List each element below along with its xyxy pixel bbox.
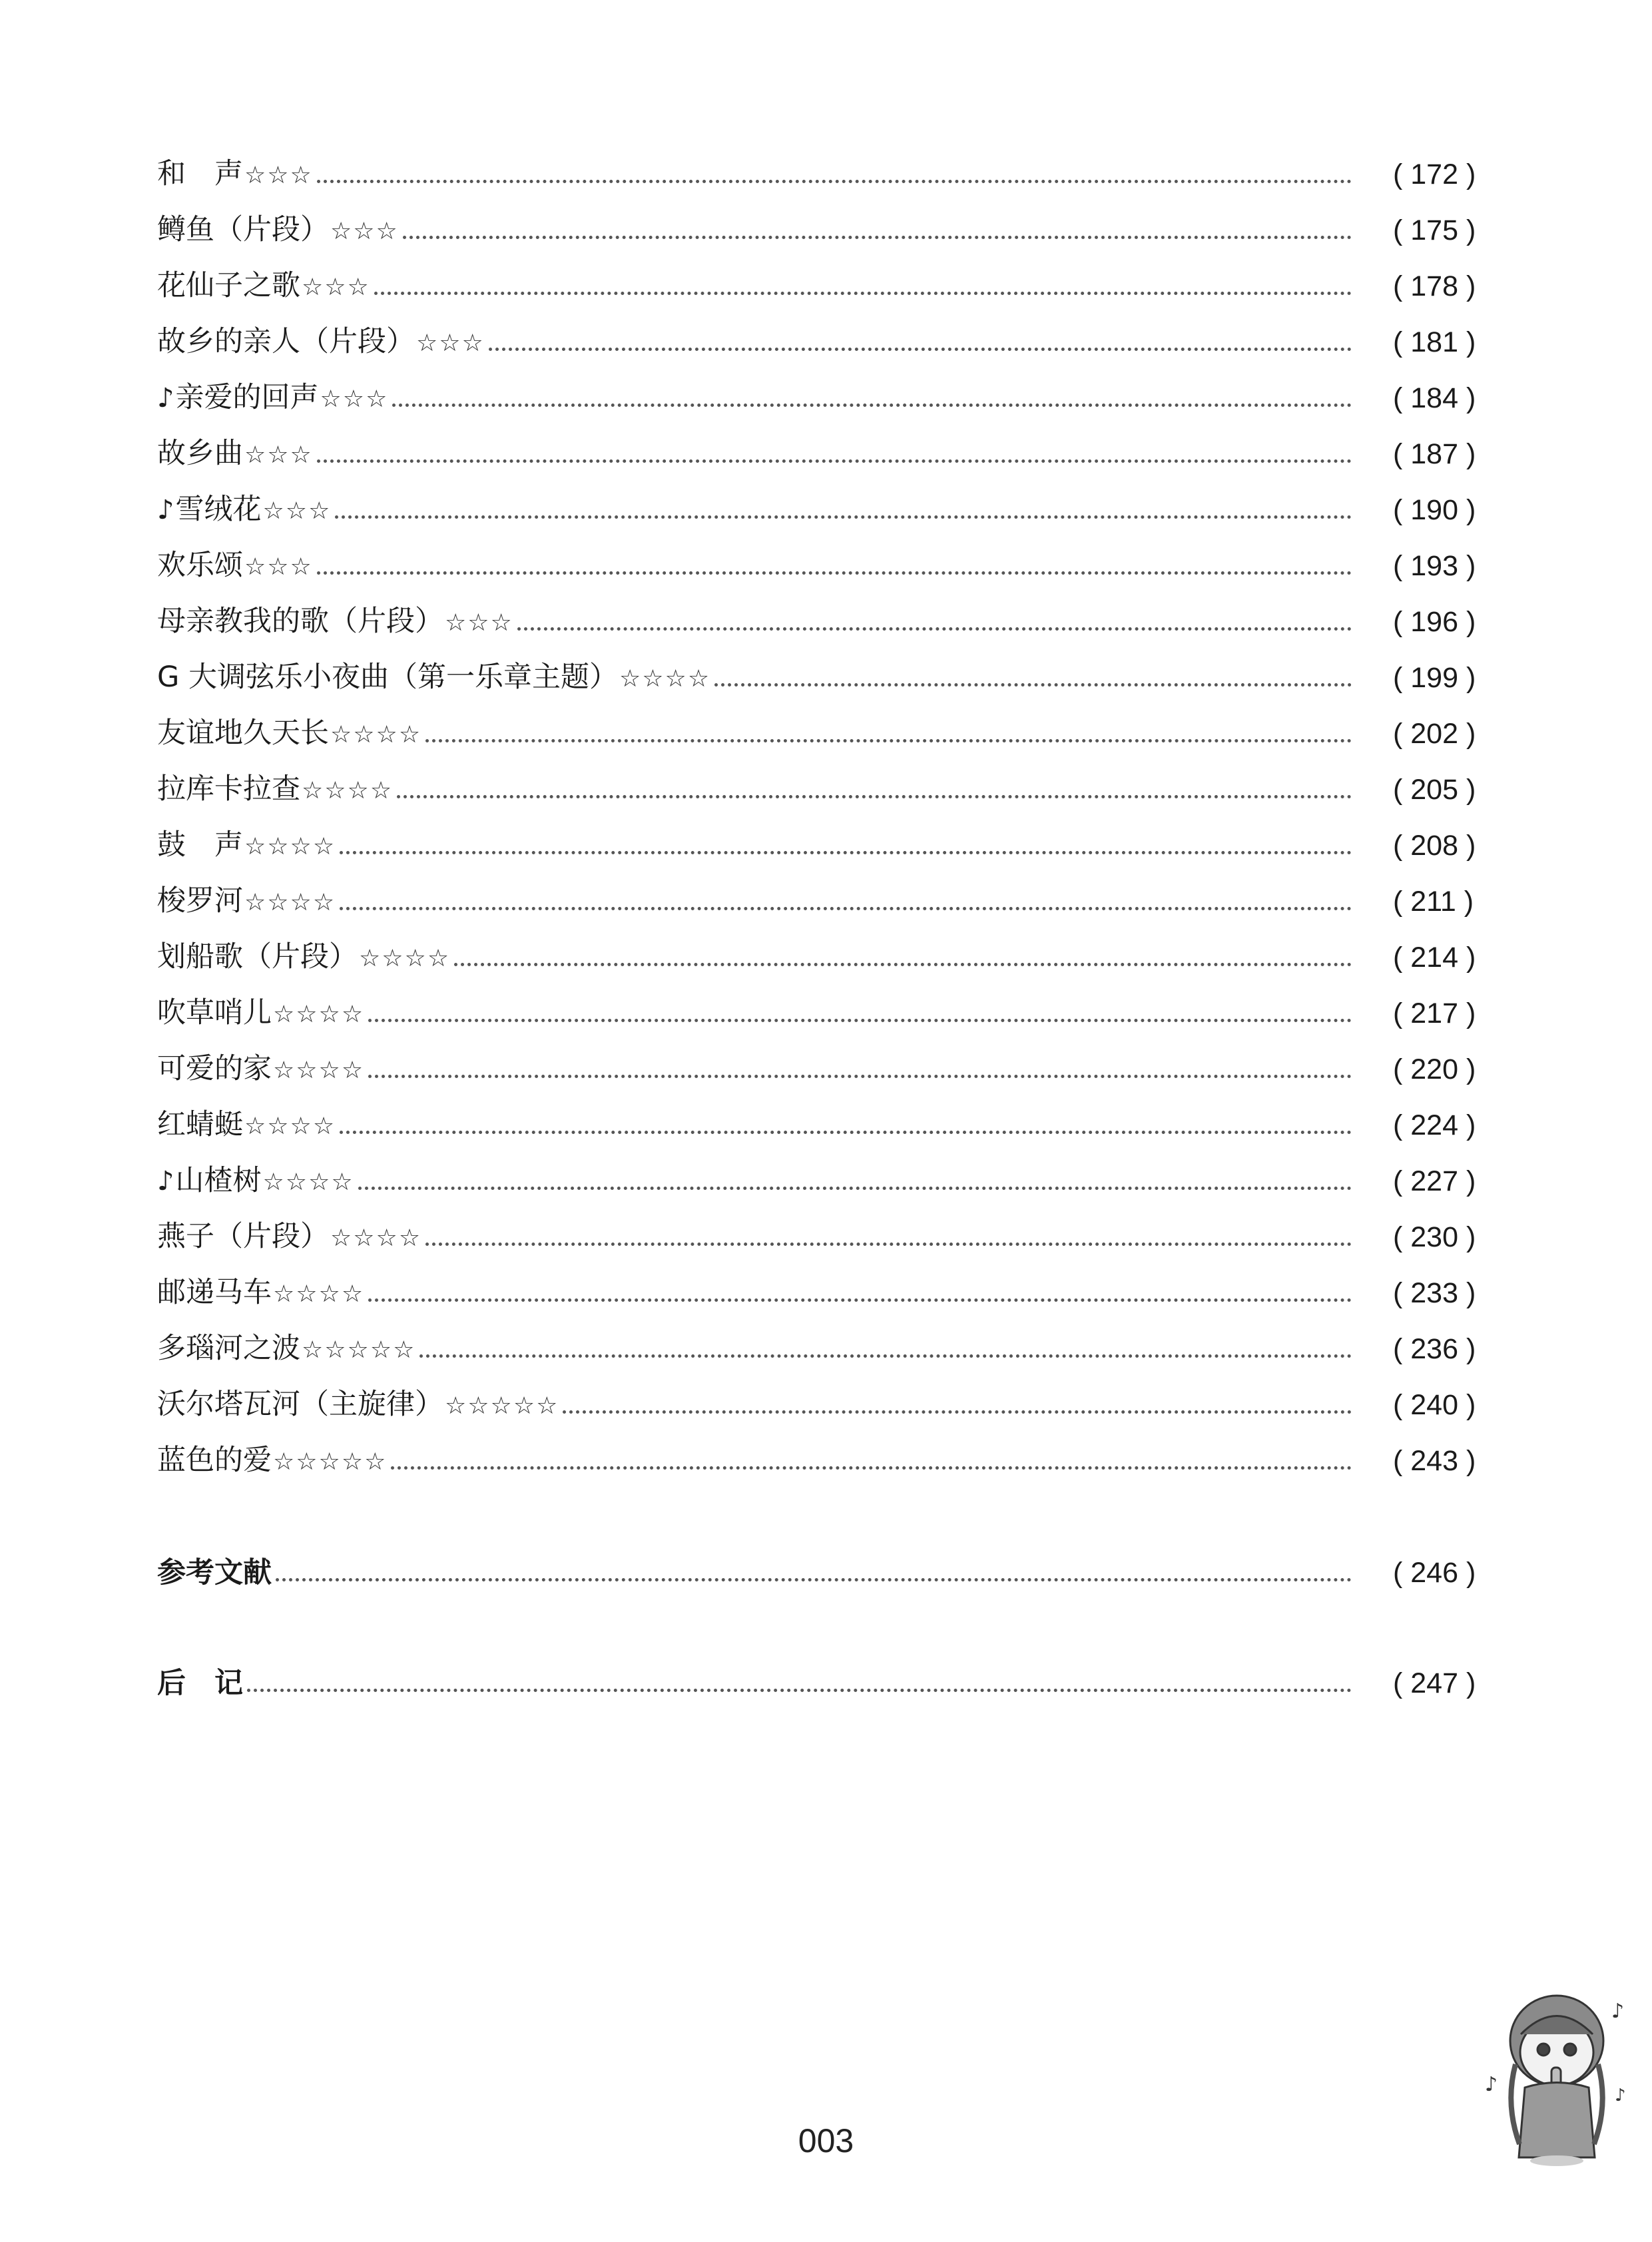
dot-leader [317,459,1352,463]
difficulty-stars: ☆☆☆ [330,217,399,245]
dot-leader [391,1466,1352,1470]
toc-entry-title [157,1209,421,1266]
table-of-contents [157,146,1489,1711]
toc-entry-page: ( 230 ) [1393,1221,1476,1253]
toc-entry-page: ( 233 ) [1393,1277,1476,1309]
toc-entries [157,146,1489,1489]
toc-entry-title [157,593,513,651]
dot-leader [714,683,1352,687]
toc-entry-label: 友谊地久天长 [157,716,329,750]
toc-entry-title [157,314,485,372]
dot-leader [397,795,1352,798]
toc-entry-label: 故乡曲 [157,436,243,470]
toc-entry-label: 红蜻蜓 [157,1107,243,1141]
dot-leader [247,1689,1352,1692]
toc-entry[interactable] [157,1377,1489,1433]
toc-entry-label: 燕子（片段） [157,1219,329,1253]
dot-leader [454,963,1352,966]
toc-entry-label: 山楂树 [175,1163,262,1197]
dot-leader [317,571,1352,575]
toc-entry-page: ( 184 ) [1393,382,1476,414]
toc-entry-label: 故乡的亲人（片段） [157,324,415,358]
difficulty-stars: ☆☆☆☆ [619,665,711,693]
toc-entry-label: 沃尔塔瓦河（主旋律） [157,1387,443,1421]
difficulty-stars: ☆☆☆☆ [302,776,394,804]
toc-entry-references[interactable] [157,1545,1489,1601]
toc-entry[interactable] [157,1265,1489,1321]
toc-entry[interactable] [157,314,1489,370]
toc-entry-title: 后 记 [157,1667,243,1700]
toc-entry-label: 梭罗河 [157,884,243,918]
toc-entry-page: ( 205 ) [1393,774,1476,806]
dot-leader [368,1019,1352,1022]
dot-leader [335,515,1352,519]
toc-entry[interactable] [157,370,1489,426]
toc-entry-afterword[interactable] [157,1655,1489,1711]
svg-text:♪: ♪ [1611,2000,1625,2023]
toc-entry-page: ( 240 ) [1393,1389,1476,1421]
difficulty-stars: ☆☆☆ [244,553,313,581]
toc-entry-title [157,1320,415,1378]
section-gap [157,1489,1489,1545]
svg-text:♪: ♪ [1615,2086,1626,2105]
toc-entry[interactable] [157,538,1489,594]
svg-text:♪: ♪ [1485,2073,1498,2096]
toc-entry[interactable] [157,426,1489,482]
difficulty-stars: ☆☆☆ [416,329,485,357]
toc-entry-page: ( 208 ) [1393,830,1476,862]
difficulty-stars: ☆☆☆☆ [244,832,336,860]
toc-entry-page: ( 199 ) [1393,662,1476,694]
toc-entry-title [157,929,450,987]
difficulty-stars: ☆☆☆ [262,497,332,525]
toc-entry-title [157,761,393,819]
difficulty-stars: ☆☆☆☆ [273,1000,365,1028]
toc-entry-page: ( 217 ) [1393,997,1476,1029]
toc-entry-page: ( 172 ) [1393,158,1476,190]
toc-entry-title [157,705,421,763]
toc-entry[interactable] [157,762,1489,818]
toc-entry-label: 雪绒花 [175,492,262,526]
toc-entry-label: G 大调弦乐小夜曲（第一乐章主题） [157,660,618,694]
dot-leader [340,907,1352,910]
toc-entry-page: ( 214 ) [1393,942,1476,974]
toc-entry-label: 欢乐颂 [157,548,243,582]
difficulty-stars: ☆☆☆☆ [244,888,336,916]
dot-leader [425,739,1352,742]
difficulty-stars: ☆☆☆☆ [273,1280,365,1308]
difficulty-stars: ☆☆☆ [244,161,313,189]
difficulty-stars: ☆☆☆☆ [262,1168,354,1196]
toc-entry[interactable] [157,1433,1489,1489]
toc-entry-page: ( 211 ) [1393,886,1474,918]
toc-entry-title [157,873,336,931]
page-number: 003 [798,2122,854,2159]
toc-entry-title [157,537,313,595]
toc-entry-label: 和 声 [157,156,243,190]
toc-entry[interactable] [157,930,1489,985]
difficulty-stars: ☆☆☆☆ [244,1112,336,1140]
toc-entry-page: ( 227 ) [1393,1165,1476,1197]
dot-leader [340,851,1352,854]
music-note-icon: ♪ [157,382,174,414]
difficulty-stars: ☆☆☆ [320,385,389,413]
difficulty-stars: ☆☆☆☆☆ [445,1392,559,1420]
dot-leader [368,1298,1352,1302]
dot-leader [489,348,1352,351]
toc-entry-page: ( 187 ) [1393,438,1476,470]
toc-entry-page: ( 220 ) [1393,1053,1476,1085]
difficulty-stars: ☆☆☆☆☆ [273,1448,388,1476]
toc-entry-label: 鳟鱼（片段） [157,212,329,246]
toc-entry-title [157,370,388,427]
toc-entry-page: ( 196 ) [1393,606,1476,638]
difficulty-stars: ☆☆☆☆ [330,720,422,748]
dot-leader [425,1243,1352,1246]
toc-entry-label: 可爱的家 [157,1051,272,1085]
toc-entry[interactable] [157,258,1489,314]
difficulty-stars: ☆☆☆ [445,609,513,637]
toc-entry[interactable] [157,1041,1489,1097]
dot-leader [317,180,1352,183]
toc-entry-page: ( 178 ) [1393,270,1476,302]
toc-entry-label: 邮递马车 [157,1275,272,1309]
toc-entry-label: 鼓 声 [157,828,243,862]
toc-entry-label: 母亲教我的歌（片段） [157,604,443,638]
toc-entry[interactable] [157,1153,1489,1209]
dot-leader [374,292,1352,295]
toc-entry-label: 吹草哨儿 [157,995,272,1029]
toc-entry-label: 多瑙河之波 [157,1331,300,1365]
toc-entry-page: ( 175 ) [1393,214,1476,246]
dot-leader [358,1187,1352,1190]
toc-entry-label: 花仙子之歌 [157,268,300,302]
dot-leader [276,1578,1352,1581]
difficulty-stars: ☆☆☆ [302,273,370,301]
toc-entry[interactable] [157,706,1489,762]
toc-entry-page: ( 193 ) [1393,550,1476,582]
dot-leader [340,1131,1352,1134]
toc-entry-title [157,1041,364,1099]
toc-entry-page: ( 190 ) [1393,494,1476,526]
toc-entry-title [157,985,364,1043]
difficulty-stars: ☆☆☆☆ [359,944,451,972]
toc-entry-page: ( 181 ) [1393,326,1476,358]
toc-entry-page: ( 236 ) [1393,1333,1476,1365]
dot-leader [403,236,1352,239]
toc-entry[interactable] [157,1209,1489,1265]
toc-entry[interactable] [157,985,1489,1041]
difficulty-stars: ☆☆☆☆☆ [302,1336,416,1364]
difficulty-stars: ☆☆☆ [244,441,313,469]
dot-leader [563,1410,1352,1414]
difficulty-stars: ☆☆☆☆ [330,1224,422,1252]
toc-entry[interactable] [157,482,1489,538]
toc-entry-title [157,649,710,707]
toc-entry-page: ( 246 ) [1393,1557,1476,1589]
toc-entry-page: ( 224 ) [1393,1109,1476,1141]
toc-entry-page: ( 247 ) [1393,1667,1476,1699]
dot-leader [517,627,1352,631]
toc-entry-label: 亲爱的回声 [175,380,319,414]
toc-entry-title [157,425,313,483]
toc-entry-label: 划船歌（片段） [157,940,358,974]
toc-entry-title [157,481,331,539]
toc-entry[interactable] [157,1097,1489,1153]
section-gap [157,1601,1489,1655]
toc-entry-label: 拉库卡拉查 [157,772,300,806]
toc-entry[interactable] [157,146,1489,202]
toc-entry-title [157,1432,387,1490]
toc-entry-title [157,1153,354,1211]
toc-entry[interactable] [157,594,1489,650]
toc-entry-title [157,258,370,316]
toc-entry-title [157,1264,364,1322]
dot-leader [368,1075,1352,1078]
toc-entry-title [157,1097,336,1155]
toc-entry[interactable] [157,202,1489,258]
dot-leader [419,1354,1352,1358]
toc-entry-page: ( 202 ) [1393,718,1476,750]
toc-entry-title [157,202,399,260]
toc-entry-title [157,1376,559,1434]
music-note-icon: ♪ [157,494,174,525]
toc-entry[interactable] [157,1321,1489,1377]
difficulty-stars: ☆☆☆☆ [273,1056,365,1084]
toc-entry-label: 蓝色的爱 [157,1443,272,1477]
toc-entry[interactable] [157,874,1489,930]
dot-leader [392,404,1352,407]
music-note-icon: ♪ [157,1165,174,1197]
toc-entry[interactable] [157,650,1489,706]
toc-entry-title [157,146,313,204]
toc-entry-page: ( 243 ) [1393,1445,1476,1477]
toc-entry-title [157,817,336,875]
toc-entry[interactable] [157,818,1489,874]
toc-entry-title: 参考文献 [157,1556,272,1589]
